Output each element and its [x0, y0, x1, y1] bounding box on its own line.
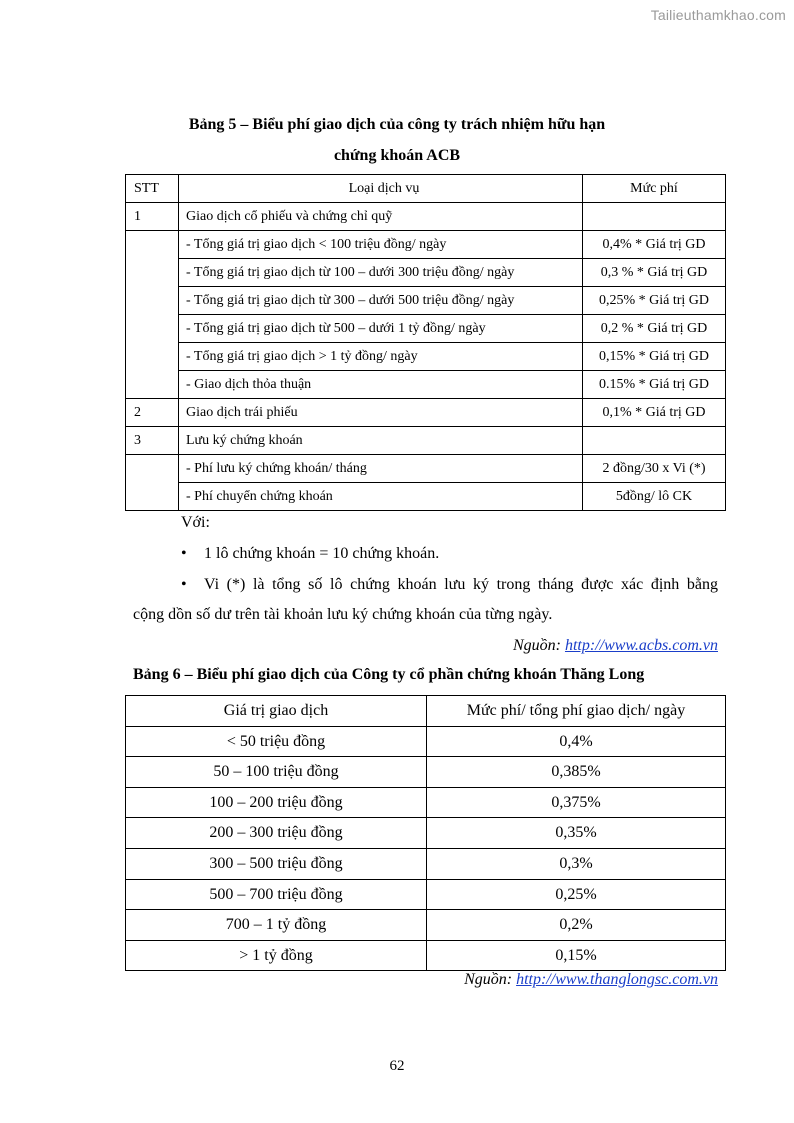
table5-service: - Giao dịch thỏa thuận	[179, 371, 583, 399]
table-row	[126, 259, 726, 287]
table-row	[126, 231, 726, 259]
table6-value: 100 – 200 triệu đồng	[126, 787, 427, 818]
table5-header-fee: Mức phí	[583, 175, 726, 203]
table5-fee: 2 đồng/30 x Vi (*)	[583, 455, 726, 483]
table5-fee: 5đồng/ lô CK	[583, 483, 726, 511]
table6-fee: 0,25%	[427, 879, 726, 910]
table-row	[126, 343, 726, 371]
table-row	[126, 940, 726, 971]
table6-value: < 50 triệu đồng	[126, 726, 427, 757]
table6-value: 50 – 100 triệu đồng	[126, 757, 427, 788]
source-label: Nguồn:	[512, 637, 565, 654]
table5-fee: 0,3 % * Giá trị GD	[583, 259, 726, 287]
table-row	[126, 726, 726, 757]
table5-header-stt: STT	[126, 175, 179, 203]
table-row	[126, 818, 726, 849]
table6-fee: 0,4%	[427, 726, 726, 757]
table5-fee: 0.15% * Giá trị GD	[583, 371, 726, 399]
table5	[125, 174, 726, 511]
table-row	[126, 483, 726, 511]
table5-fee	[583, 203, 726, 231]
table6-header-fee: Mức phí/ tổng phí giao dịch/ ngày	[427, 696, 726, 727]
table5-service: - Tổng giá trị giao dịch từ 500 – dưới 1 tỷ đồng/ ngày	[179, 315, 583, 343]
page-number: 62	[389, 1058, 405, 1074]
table6-fee: 0,35%	[427, 818, 726, 849]
table5-title-line2: chứng khoán ACB	[333, 147, 461, 164]
table5-fee: 0,4% * Giá trị GD	[583, 231, 726, 259]
table-row	[126, 203, 726, 231]
table-row	[126, 848, 726, 879]
source-label: Nguồn:	[464, 971, 517, 988]
source-link-thanglong[interactable]: http://www.thanglongsc.com.vn	[516, 971, 718, 988]
table-row	[126, 879, 726, 910]
source-thanglong	[464, 971, 718, 989]
table6-value: 300 – 500 triệu đồng	[126, 848, 427, 879]
table6-value: 500 – 700 triệu đồng	[126, 879, 427, 910]
table-row	[126, 910, 726, 941]
table5-service: - Tổng giá trị giao dịch từ 300 – dưới 500 triệu đồng/ ngày	[179, 287, 583, 315]
table5-title-line1: Bảng 5 – Biểu phí giao dịch của công ty trách nhiệm hữu hạn	[188, 116, 606, 133]
watermark: Tailieuthamkhao.com	[650, 7, 786, 23]
note-bullet2-line2: cộng dồn số dư trên tài khoản lưu ký chứng khoán của từng ngày.	[133, 606, 553, 623]
table6-fee: 0,15%	[427, 940, 726, 971]
table-row	[126, 757, 726, 788]
table6-header-row	[126, 696, 726, 727]
table5-fee: 0,15% * Giá trị GD	[583, 343, 726, 371]
table6-value: 700 – 1 tỷ đồng	[126, 910, 427, 941]
table5-stt-merged	[126, 231, 179, 399]
note-bullet2-line1: Vi (*) là tổng số lô chứng khoán lưu ký trong tháng được xác định bằng	[204, 576, 718, 593]
table5-service: - Phí chuyển chứng khoán	[179, 483, 583, 511]
table5-service: - Tổng giá trị giao dịch từ 100 – dưới 300 triệu đồng/ ngày	[179, 259, 583, 287]
table6-title: Bảng 6 – Biểu phí giao dịch của Công ty cổ phần chứng khoán Thăng Long	[133, 666, 645, 683]
table-row	[126, 787, 726, 818]
table5-header-service: Loại dịch vụ	[179, 175, 583, 203]
table-row	[126, 455, 726, 483]
bullet-dot-icon: •	[181, 545, 187, 562]
table5-stt: 2	[126, 399, 179, 427]
table-row	[126, 315, 726, 343]
table6-value: 200 – 300 triệu đồng	[126, 818, 427, 849]
table5-service: Lưu ký chứng khoán	[179, 427, 583, 455]
table5-fee: 0,2 % * Giá trị GD	[583, 315, 726, 343]
table-row	[126, 287, 726, 315]
bullet-dot-icon: •	[181, 576, 187, 593]
table6-fee: 0,3%	[427, 848, 726, 879]
table5-service: - Tổng giá trị giao dịch < 100 triệu đồng/ ngày	[179, 231, 583, 259]
table6	[125, 695, 726, 971]
table6-value: > 1 tỷ đồng	[126, 940, 427, 971]
table5-header-row	[126, 175, 726, 203]
source-link-acbs[interactable]: http://www.acbs.com.vn	[564, 637, 718, 654]
table5-fee: 0,25% * Giá trị GD	[583, 287, 726, 315]
table-row	[126, 427, 726, 455]
table5-service: Giao dịch cổ phiếu và chứng chỉ quỹ	[179, 203, 583, 231]
table-row	[126, 371, 726, 399]
table5-stt: 3	[126, 427, 179, 455]
table5-fee	[583, 427, 726, 455]
table6-header-value: Giá trị giao dịch	[126, 696, 427, 727]
table5-service: - Phí lưu ký chứng khoán/ tháng	[179, 455, 583, 483]
source-acbs	[513, 637, 718, 655]
table6-fee: 0,385%	[427, 757, 726, 788]
notes-intro: Với:	[181, 514, 210, 531]
table5-stt-merged	[126, 455, 179, 511]
table5-service: - Tổng giá trị giao dịch > 1 tỷ đồng/ ngày	[179, 343, 583, 371]
table-row	[126, 399, 726, 427]
table6-fee: 0,2%	[427, 910, 726, 941]
table5-service: Giao dịch trái phiếu	[179, 399, 583, 427]
table5-stt: 1	[126, 203, 179, 231]
table6-fee: 0,375%	[427, 787, 726, 818]
table5-fee: 0,1% * Giá trị GD	[583, 399, 726, 427]
note-bullet1: 1 lô chứng khoán = 10 chứng khoán.	[204, 545, 440, 562]
